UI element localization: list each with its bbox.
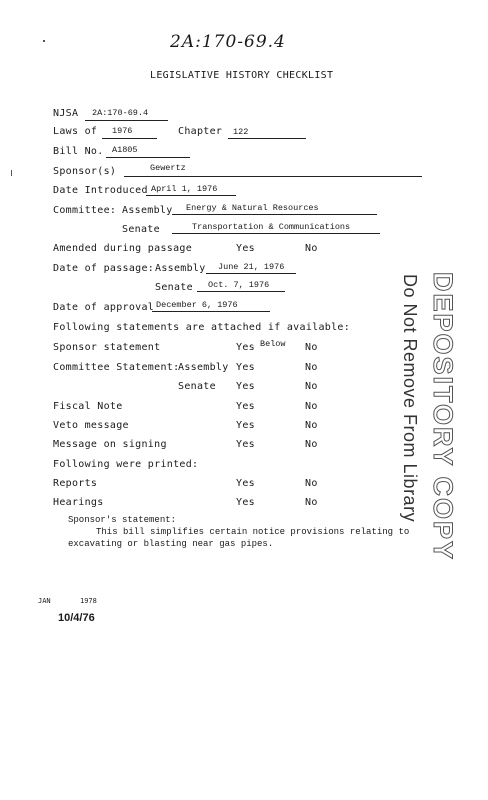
statement-heading: Sponsor's statement: <box>68 515 177 525</box>
passage-assembly-value: June 21, 1976 <box>218 262 285 272</box>
laws-of-value: 1976 <box>112 126 133 136</box>
chapter-value: 122 <box>233 127 249 137</box>
committee-senate-yes: Yes <box>236 381 255 392</box>
amended-no: No <box>305 243 318 254</box>
message-on-signing-yes: Yes <box>236 439 255 450</box>
stamp-line-1: DEPOSITORY COPY <box>428 272 458 562</box>
amended-label: Amended during passage <box>53 243 193 254</box>
message-on-signing-label: Message on signing <box>53 439 167 450</box>
fiscal-note-label: Fiscal Note <box>53 401 123 412</box>
date-introduced-value: April 1, 1976 <box>151 184 218 194</box>
date-introduced-underline <box>146 195 236 196</box>
committee-senate-no: No <box>305 381 318 392</box>
laws-of-underline <box>102 138 157 139</box>
hearings-label: Hearings <box>53 497 104 508</box>
amended-yes: Yes <box>236 243 255 254</box>
assembly-committee-underline <box>172 214 377 215</box>
committee-assembly-label: Assembly <box>122 205 173 216</box>
date-of-approval-underline <box>152 311 270 312</box>
handwritten-date: 10/4/76 <box>58 612 95 624</box>
committee-senate-label: Senate <box>122 224 160 235</box>
veto-message-label: Veto message <box>53 420 129 431</box>
fiscal-note-yes: Yes <box>236 401 255 412</box>
passage-senate-label: Senate <box>155 282 193 293</box>
date-of-passage-label: Date of passage: <box>53 263 155 274</box>
reports-no: No <box>305 478 318 489</box>
veto-message-yes: Yes <box>236 420 255 431</box>
sponsor-statement-no: No <box>305 342 318 353</box>
passage-senate-underline <box>197 291 285 292</box>
margin-mark <box>11 170 12 176</box>
fiscal-note-no: No <box>305 401 318 412</box>
committee-assembly-no: No <box>305 362 318 373</box>
statement-line-1: This bill simplifies certain notice provisions relating to <box>96 527 410 537</box>
laws-of-label: Laws of <box>53 126 98 137</box>
njsa-underline <box>85 120 168 121</box>
stamp-line-2: Do Not Remove From Library <box>400 274 420 523</box>
njsa-label: NJSA <box>53 108 79 119</box>
passage-assembly-underline <box>206 273 296 274</box>
senate-committee-value: Transportation & Communications <box>192 222 351 232</box>
margin-mark <box>43 40 45 42</box>
sponsor-value: Gewertz <box>150 163 186 173</box>
passage-senate-value: Oct. 7, 1976 <box>208 280 270 290</box>
reports-yes: Yes <box>236 478 255 489</box>
hearings-yes: Yes <box>236 497 255 508</box>
received-stamp-year: 1978 <box>80 597 97 605</box>
committee-statement-senate-label: Senate <box>178 381 216 392</box>
committee-statement-assembly-label: Assembly <box>178 362 229 373</box>
bill-no-value: A1805 <box>112 145 138 155</box>
received-stamp-month: JAN <box>38 597 51 605</box>
following-printed-label: Following were printed: <box>53 459 199 470</box>
message-on-signing-no: No <box>305 439 318 450</box>
chapter-label: Chapter <box>178 126 223 137</box>
bill-no-label: Bill No. <box>53 146 104 157</box>
following-attached-label: Following statements are attached if available: <box>53 322 351 333</box>
reports-label: Reports <box>53 478 98 489</box>
date-introduced-label: Date Introduced <box>53 185 148 196</box>
chapter-underline <box>228 138 306 139</box>
statement-line-2: excavating or blasting near gas pipes. <box>68 539 274 549</box>
date-of-approval-value: December 6, 1976 <box>156 300 238 310</box>
sponsor-label: Sponsor(s) <box>53 166 117 177</box>
committee-assembly-yes: Yes <box>236 362 255 373</box>
senate-committee-underline <box>172 233 380 234</box>
committee-statement-label: Committee Statement: <box>53 362 180 373</box>
sponsor-underline <box>124 176 422 177</box>
handwritten-statute-number: 2A:170-69.4 <box>170 32 286 52</box>
passage-assembly-label: Assembly <box>155 263 206 274</box>
sponsor-statement-yes: Yes <box>236 342 255 353</box>
assembly-committee-value: Energy & Natural Resources <box>186 203 319 213</box>
veto-message-no: No <box>305 420 318 431</box>
hearings-no: No <box>305 497 318 508</box>
below-note: Below <box>260 339 286 349</box>
bill-no-underline <box>106 157 190 158</box>
njsa-value: 2A:170-69.4 <box>92 108 149 118</box>
date-of-approval-label: Date of approval <box>53 302 155 313</box>
document-title: LEGISLATIVE HISTORY CHECKLIST <box>150 70 334 81</box>
depository-copy-stamp <box>392 272 458 562</box>
sponsor-statement-label: Sponsor statement <box>53 342 161 353</box>
committee-label: Committee: <box>53 205 117 216</box>
